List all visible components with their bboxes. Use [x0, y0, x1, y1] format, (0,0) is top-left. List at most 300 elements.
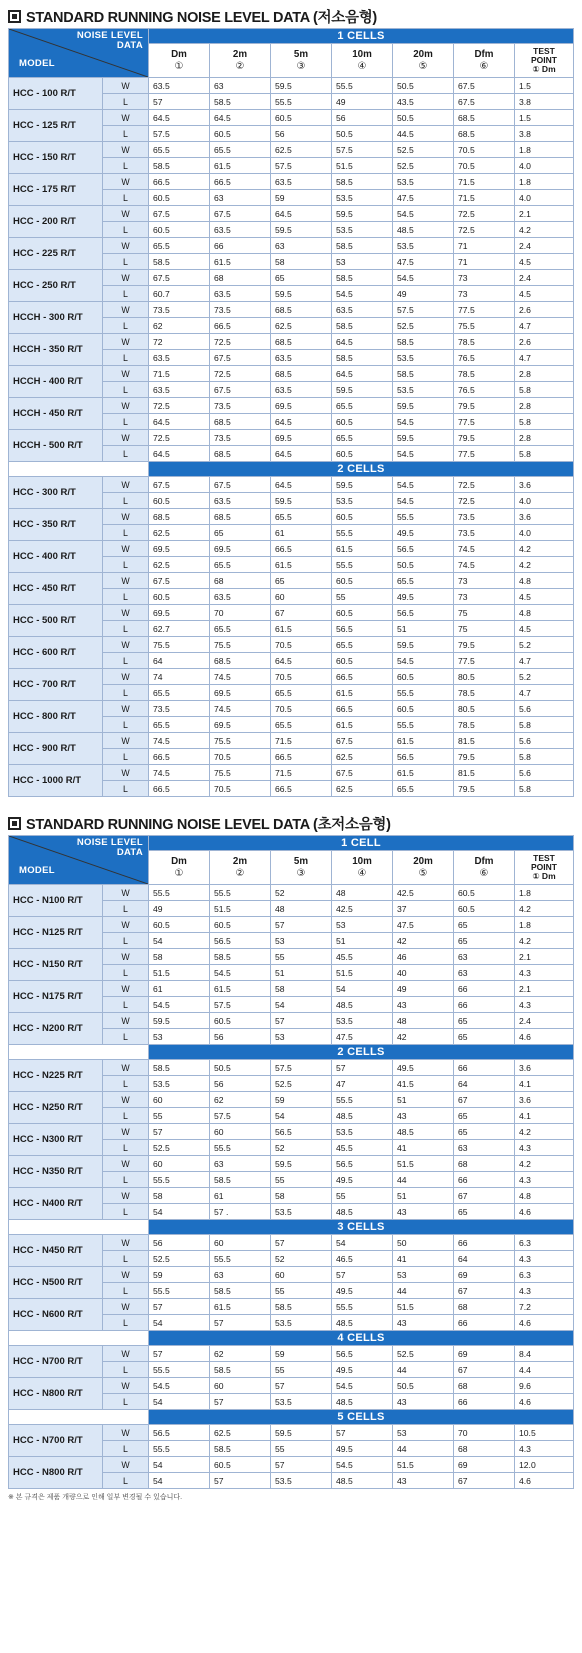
- value-cell: 1.8: [515, 174, 574, 190]
- table-row: [9, 110, 574, 126]
- value-cell: 58.5: [393, 334, 454, 350]
- value-cell: 41: [393, 1140, 454, 1156]
- value-cell: 55.5: [210, 1140, 271, 1156]
- model-name: HCC - 1000 R/T: [9, 765, 103, 797]
- value-cell: 5.8: [515, 414, 574, 430]
- value-cell: 65: [210, 525, 271, 541]
- value-cell: 55.5: [149, 885, 210, 901]
- value-cell: 60: [271, 589, 332, 605]
- value-cell: 56.5: [332, 621, 393, 637]
- footnote: ※ 본 규격은 제품 개량으로 인해 일부 변경될 수 있습니다.: [8, 1494, 183, 1501]
- value-cell: 65.5: [332, 398, 393, 414]
- measure-side: W: [103, 78, 149, 94]
- value-cell: 47.5: [332, 1029, 393, 1045]
- measure-side: L: [103, 382, 149, 398]
- value-cell: 52.5: [393, 1346, 454, 1362]
- value-cell: 55.5: [393, 509, 454, 525]
- value-cell: 53.5: [393, 382, 454, 398]
- measure-side: L: [103, 318, 149, 334]
- value-cell: 4.6: [515, 1029, 574, 1045]
- value-cell: 63.5: [271, 382, 332, 398]
- value-cell: 10.5: [515, 1425, 574, 1441]
- header-filler: [9, 1410, 149, 1425]
- value-cell: 67.5: [454, 94, 515, 110]
- measure-side: W: [103, 206, 149, 222]
- measure-side: W: [103, 270, 149, 286]
- value-cell: 63.5: [332, 302, 393, 318]
- measure-side: L: [103, 525, 149, 541]
- value-cell: 79.5: [454, 430, 515, 446]
- value-cell: 53.5: [332, 222, 393, 238]
- value-cell: 66.5: [149, 781, 210, 797]
- value-cell: 69.5: [210, 685, 271, 701]
- model-name: HCC - 125 R/T: [9, 110, 103, 142]
- test-point-line: POINT: [531, 862, 557, 872]
- value-cell: 57: [271, 1013, 332, 1029]
- value-cell: 51.5: [149, 965, 210, 981]
- value-cell: 53.5: [332, 493, 393, 509]
- value-cell: 5.2: [515, 637, 574, 653]
- value-cell: 65.5: [149, 142, 210, 158]
- column-number: ④: [357, 60, 367, 72]
- model-name: HCC - N400 R/T: [9, 1188, 103, 1220]
- value-cell: 4.7: [515, 350, 574, 366]
- section-title: [8, 811, 574, 835]
- table-row: [9, 509, 574, 525]
- value-cell: 54.5: [149, 997, 210, 1013]
- value-cell: 6.3: [515, 1235, 574, 1251]
- value-cell: 57.5: [149, 126, 210, 142]
- measure-side: L: [103, 158, 149, 174]
- value-cell: 4.2: [515, 222, 574, 238]
- value-cell: 4.6: [515, 1473, 574, 1489]
- value-cell: 54.5: [149, 1378, 210, 1394]
- value-cell: 47.5: [393, 917, 454, 933]
- value-cell: 62.5: [332, 749, 393, 765]
- value-cell: 78.5: [454, 717, 515, 733]
- value-cell: 66.5: [149, 174, 210, 190]
- value-cell: 58.5: [210, 1283, 271, 1299]
- measure-side: L: [103, 254, 149, 270]
- value-cell: 54: [332, 981, 393, 997]
- cells-label: 3 CELLS: [149, 1220, 574, 1235]
- value-cell: 62.5: [271, 142, 332, 158]
- value-cell: 4.0: [515, 190, 574, 206]
- value-cell: 56.5: [149, 1425, 210, 1441]
- value-cell: 4.6: [515, 1315, 574, 1331]
- column-name: Dm: [171, 48, 187, 60]
- value-cell: 37: [393, 901, 454, 917]
- value-cell: 48.5: [332, 1108, 393, 1124]
- value-cell: 59: [271, 190, 332, 206]
- column-header: [454, 851, 515, 885]
- column-name: 10m: [352, 48, 372, 60]
- value-cell: 1.8: [515, 917, 574, 933]
- value-cell: 53.5: [393, 350, 454, 366]
- value-cell: 68: [454, 1156, 515, 1172]
- value-cell: 63: [454, 965, 515, 981]
- value-cell: 52.5: [393, 158, 454, 174]
- value-cell: 69.5: [271, 398, 332, 414]
- measure-side: W: [103, 1346, 149, 1362]
- value-cell: 65.5: [332, 430, 393, 446]
- value-cell: 48.5: [332, 997, 393, 1013]
- value-cell: 70.5: [271, 701, 332, 717]
- value-cell: 42.5: [332, 901, 393, 917]
- column-header: [149, 44, 210, 78]
- value-cell: 57.5: [393, 302, 454, 318]
- value-cell: 44: [393, 1441, 454, 1457]
- column-header-test-point: [515, 44, 574, 78]
- value-cell: 43.5: [393, 94, 454, 110]
- test-point-line: ① Dm: [532, 871, 556, 881]
- measure-side: L: [103, 1029, 149, 1045]
- value-cell: 60.5: [149, 190, 210, 206]
- value-cell: 58.5: [332, 350, 393, 366]
- value-cell: 65: [271, 573, 332, 589]
- value-cell: 2.6: [515, 302, 574, 318]
- value-cell: 58.5: [271, 1299, 332, 1315]
- table-row: [9, 981, 574, 997]
- measure-side: L: [103, 190, 149, 206]
- value-cell: 48.5: [332, 1473, 393, 1489]
- value-cell: 54.5: [210, 965, 271, 981]
- measure-side: L: [103, 1315, 149, 1331]
- value-cell: 42.5: [393, 885, 454, 901]
- value-cell: 81.5: [454, 765, 515, 781]
- value-cell: 51.5: [210, 901, 271, 917]
- value-cell: 55.5: [149, 1172, 210, 1188]
- value-cell: 3.8: [515, 94, 574, 110]
- measure-side: L: [103, 493, 149, 509]
- value-cell: 2.4: [515, 1013, 574, 1029]
- value-cell: 59.5: [271, 1425, 332, 1441]
- value-cell: 53.5: [271, 1315, 332, 1331]
- value-cell: 57: [210, 1315, 271, 1331]
- value-cell: 71.5: [454, 190, 515, 206]
- value-cell: 4.3: [515, 1251, 574, 1267]
- model-name: HCC - 450 R/T: [9, 573, 103, 605]
- value-cell: 47.5: [393, 254, 454, 270]
- value-cell: 67.5: [149, 206, 210, 222]
- table-row: [9, 669, 574, 685]
- value-cell: 67: [454, 1188, 515, 1204]
- value-cell: 51: [332, 933, 393, 949]
- value-cell: 55.5: [149, 1362, 210, 1378]
- measure-side: L: [103, 901, 149, 917]
- value-cell: 66.5: [210, 174, 271, 190]
- value-cell: 49: [149, 901, 210, 917]
- value-cell: 67: [454, 1092, 515, 1108]
- model-name: HCC - 225 R/T: [9, 238, 103, 270]
- value-cell: 53.5: [393, 174, 454, 190]
- value-cell: 68.5: [454, 110, 515, 126]
- measure-side: W: [103, 573, 149, 589]
- value-cell: 69.5: [210, 541, 271, 557]
- value-cell: 57: [210, 1394, 271, 1410]
- column-number: ①: [174, 867, 184, 879]
- value-cell: 59.5: [271, 222, 332, 238]
- value-cell: 53: [393, 1267, 454, 1283]
- value-cell: 65: [454, 933, 515, 949]
- table-row: [9, 765, 574, 781]
- model-name: HCCH - 350 R/T: [9, 334, 103, 366]
- value-cell: 52: [271, 1251, 332, 1267]
- measure-side: L: [103, 717, 149, 733]
- value-cell: 54: [149, 1204, 210, 1220]
- measure-side: W: [103, 541, 149, 557]
- value-cell: 60.5: [332, 446, 393, 462]
- model-name: HCC - N300 R/T: [9, 1124, 103, 1156]
- table-row: [9, 917, 574, 933]
- table-row: [9, 605, 574, 621]
- value-cell: 57: [149, 1346, 210, 1362]
- value-cell: 66: [454, 997, 515, 1013]
- value-cell: 5.8: [515, 749, 574, 765]
- value-cell: 49: [393, 981, 454, 997]
- value-cell: 76.5: [454, 350, 515, 366]
- table-row: [9, 1235, 574, 1251]
- value-cell: 75.5: [149, 637, 210, 653]
- column-name: Dm: [171, 855, 187, 867]
- column-name: 20m: [413, 48, 433, 60]
- measure-side: W: [103, 637, 149, 653]
- value-cell: 75.5: [210, 637, 271, 653]
- model-name: HCC - N500 R/T: [9, 1267, 103, 1299]
- table-row: [9, 1346, 574, 1362]
- value-cell: 42: [393, 1029, 454, 1045]
- value-cell: 4.2: [515, 933, 574, 949]
- value-cell: 55.5: [332, 557, 393, 573]
- value-cell: 4.5: [515, 589, 574, 605]
- value-cell: 68: [454, 1441, 515, 1457]
- value-cell: 57: [271, 917, 332, 933]
- value-cell: 60.5: [149, 589, 210, 605]
- value-cell: 71.5: [149, 366, 210, 382]
- column-header: [210, 44, 271, 78]
- value-cell: 2.4: [515, 270, 574, 286]
- value-cell: 6.3: [515, 1267, 574, 1283]
- value-cell: 54.5: [393, 206, 454, 222]
- table-row: [9, 573, 574, 589]
- value-cell: 56.5: [393, 605, 454, 621]
- value-cell: 68.5: [149, 509, 210, 525]
- measure-side: W: [103, 1267, 149, 1283]
- value-cell: 68.5: [271, 366, 332, 382]
- value-cell: 66.5: [149, 749, 210, 765]
- table-row: [9, 1156, 574, 1172]
- column-number: ⑥: [479, 60, 489, 72]
- value-cell: 54: [149, 1315, 210, 1331]
- value-cell: 72.5: [454, 477, 515, 493]
- value-cell: 55: [271, 1441, 332, 1457]
- model-name: HCC - 200 R/T: [9, 206, 103, 238]
- value-cell: 63.5: [210, 589, 271, 605]
- value-cell: 63: [271, 238, 332, 254]
- value-cell: 72.5: [210, 334, 271, 350]
- value-cell: 65: [454, 1029, 515, 1045]
- noise-level-data-label: [77, 31, 143, 51]
- value-cell: 57: [332, 1425, 393, 1441]
- value-cell: 54: [149, 1457, 210, 1473]
- value-cell: 73.5: [149, 302, 210, 318]
- value-cell: 60.5: [149, 917, 210, 933]
- value-cell: 60: [149, 1092, 210, 1108]
- model-name: HCC - N125 R/T: [9, 917, 103, 949]
- value-cell: 57: [332, 1060, 393, 1076]
- value-cell: 64.5: [271, 446, 332, 462]
- value-cell: 66: [454, 1394, 515, 1410]
- measure-side: L: [103, 1362, 149, 1378]
- column-number: ④: [357, 867, 367, 879]
- measure-side: L: [103, 1473, 149, 1489]
- value-cell: 58: [149, 949, 210, 965]
- model-name: HCC - 300 R/T: [9, 477, 103, 509]
- value-cell: 53: [332, 254, 393, 270]
- value-cell: 64: [149, 653, 210, 669]
- value-cell: 69.5: [149, 541, 210, 557]
- column-name: Dfm: [474, 855, 494, 867]
- value-cell: 77.5: [454, 414, 515, 430]
- value-cell: 77.5: [454, 302, 515, 318]
- value-cell: 70.5: [210, 781, 271, 797]
- value-cell: 62.5: [210, 1425, 271, 1441]
- value-cell: 60.5: [332, 573, 393, 589]
- value-cell: 1.5: [515, 110, 574, 126]
- value-cell: 73: [454, 573, 515, 589]
- value-cell: 54.5: [393, 653, 454, 669]
- table-row: [9, 1188, 574, 1204]
- value-cell: 61.5: [271, 557, 332, 573]
- value-cell: 43: [393, 1315, 454, 1331]
- value-cell: 60.5: [454, 885, 515, 901]
- table-corner-header: [9, 836, 149, 885]
- value-cell: 56.5: [393, 749, 454, 765]
- value-cell: 44: [393, 1172, 454, 1188]
- value-cell: 73.5: [210, 430, 271, 446]
- value-cell: 1.8: [515, 885, 574, 901]
- measure-side: W: [103, 1188, 149, 1204]
- value-cell: 74.5: [454, 557, 515, 573]
- value-cell: 63: [210, 1156, 271, 1172]
- value-cell: 59: [271, 1092, 332, 1108]
- measure-side: W: [103, 917, 149, 933]
- table-row: [9, 949, 574, 965]
- value-cell: 49.5: [393, 1060, 454, 1076]
- value-cell: 3.6: [515, 1060, 574, 1076]
- value-cell: 44: [393, 1362, 454, 1378]
- column-name: Dfm: [474, 48, 494, 60]
- measure-side: W: [103, 1124, 149, 1140]
- value-cell: 60: [271, 1267, 332, 1283]
- value-cell: 58: [271, 1188, 332, 1204]
- measure-side: L: [103, 589, 149, 605]
- value-cell: 53.5: [332, 1013, 393, 1029]
- value-cell: 4.5: [515, 286, 574, 302]
- value-cell: 48: [332, 885, 393, 901]
- model-name: HCC - N600 R/T: [9, 1299, 103, 1331]
- value-cell: 60.5: [210, 917, 271, 933]
- model-name: HCCH - 300 R/T: [9, 302, 103, 334]
- measure-side: W: [103, 174, 149, 190]
- value-cell: 55.5: [332, 78, 393, 94]
- value-cell: 68.5: [271, 302, 332, 318]
- value-cell: 62.5: [271, 318, 332, 334]
- model-name: HCC - N800 R/T: [9, 1378, 103, 1410]
- test-point-line: POINT: [531, 55, 557, 65]
- column-number: ②: [235, 60, 245, 72]
- model-name: HCC - 250 R/T: [9, 270, 103, 302]
- value-cell: 76.5: [454, 382, 515, 398]
- column-number: ⑤: [418, 60, 428, 72]
- value-cell: 65: [454, 1124, 515, 1140]
- measure-side: W: [103, 477, 149, 493]
- measure-side: L: [103, 965, 149, 981]
- value-cell: 56: [271, 126, 332, 142]
- column-header-test-point: [515, 851, 574, 885]
- table-row: [9, 541, 574, 557]
- value-cell: 4.5: [515, 621, 574, 637]
- value-cell: 69.5: [210, 717, 271, 733]
- value-cell: 59.5: [271, 78, 332, 94]
- value-cell: 54.5: [332, 1457, 393, 1473]
- table-row: [9, 1299, 574, 1315]
- cells-label: 1 CELL: [149, 836, 574, 851]
- value-cell: 53.5: [393, 238, 454, 254]
- table-row: [9, 142, 574, 158]
- value-cell: 55.5: [332, 1299, 393, 1315]
- measure-side: W: [103, 398, 149, 414]
- cells-label: 4 CELLS: [149, 1331, 574, 1346]
- value-cell: 60.5: [149, 222, 210, 238]
- value-cell: 4.2: [515, 541, 574, 557]
- value-cell: 64.5: [271, 477, 332, 493]
- value-cell: 74.5: [149, 733, 210, 749]
- value-cell: 68.5: [210, 509, 271, 525]
- value-cell: 75.5: [210, 733, 271, 749]
- value-cell: 53.5: [332, 1124, 393, 1140]
- value-cell: 55.5: [393, 685, 454, 701]
- measure-side: W: [103, 302, 149, 318]
- model-name: HCCH - 450 R/T: [9, 398, 103, 430]
- column-header: [393, 44, 454, 78]
- measure-side: L: [103, 1283, 149, 1299]
- value-cell: 73: [454, 589, 515, 605]
- model-name: HCC - 500 R/T: [9, 605, 103, 637]
- table-row: [9, 1060, 574, 1076]
- value-cell: 56.5: [210, 933, 271, 949]
- value-cell: 63: [454, 1140, 515, 1156]
- value-cell: 55: [271, 1172, 332, 1188]
- value-cell: 5.8: [515, 446, 574, 462]
- value-cell: 73.5: [454, 509, 515, 525]
- measure-side: L: [103, 557, 149, 573]
- value-cell: 56.5: [332, 1156, 393, 1172]
- value-cell: 61: [149, 981, 210, 997]
- measure-side: L: [103, 414, 149, 430]
- value-cell: 54.5: [332, 286, 393, 302]
- value-cell: 67.5: [332, 733, 393, 749]
- value-cell: 64.5: [210, 110, 271, 126]
- value-cell: 55.5: [210, 885, 271, 901]
- value-cell: 61.5: [210, 158, 271, 174]
- column-header: [332, 851, 393, 885]
- value-cell: 62.5: [149, 557, 210, 573]
- value-cell: 3.8: [515, 126, 574, 142]
- measure-side: L: [103, 350, 149, 366]
- model-name: HCC - 175 R/T: [9, 174, 103, 206]
- value-cell: 59.5: [393, 430, 454, 446]
